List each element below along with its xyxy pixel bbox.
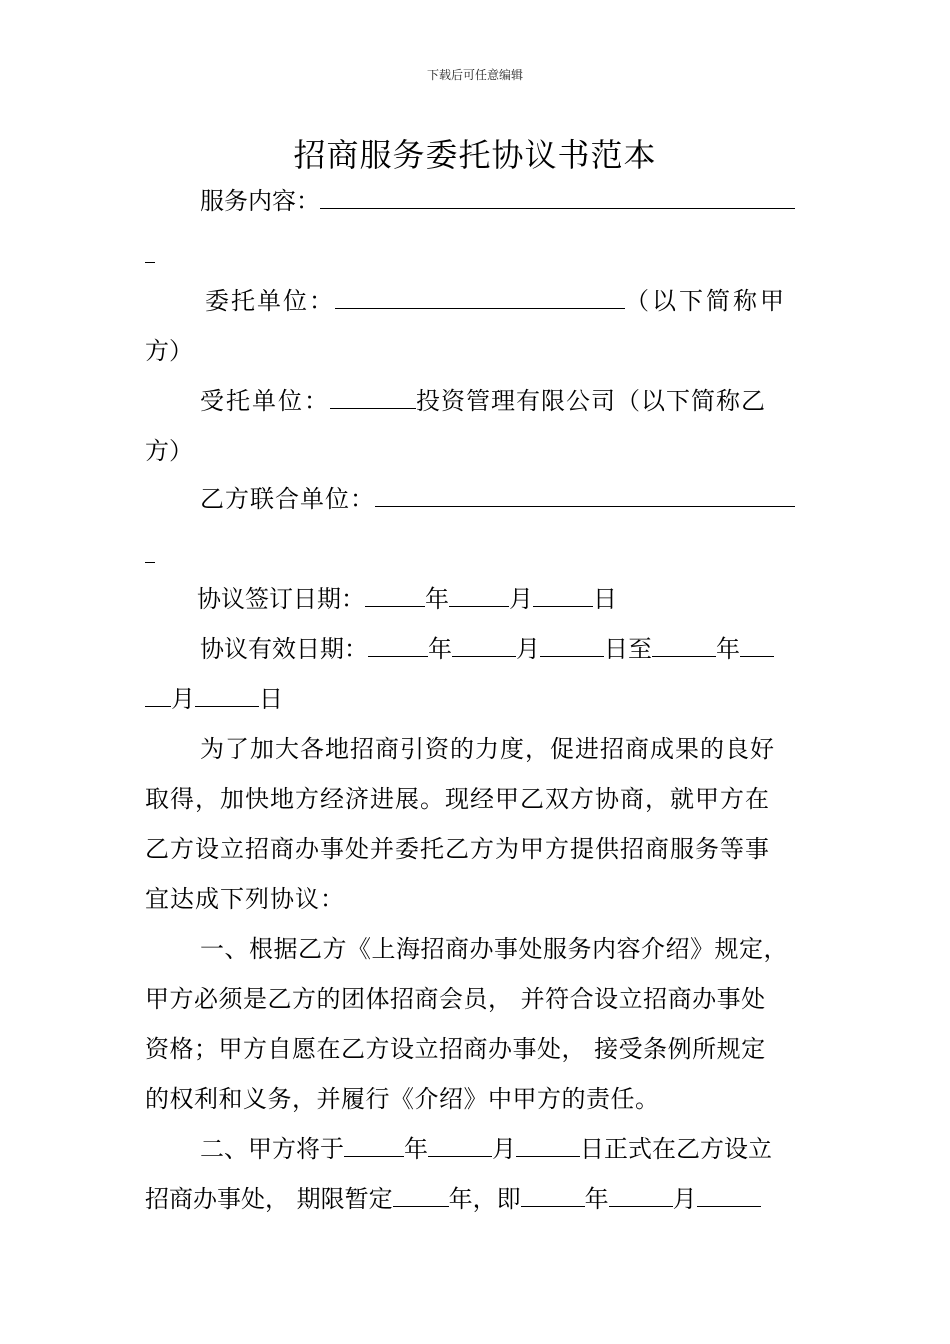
sign-date-label: 协议签订日期： <box>197 585 365 613</box>
entrusting-party-suffix: （以下简称甲 <box>625 287 787 315</box>
p1-line-1: 为了加大各地招商引资的力度，促进招商成果的良好 <box>200 735 775 763</box>
entrusted-party-label: 受托单位： <box>200 387 330 415</box>
p3-line-2-year: 年 <box>584 1185 609 1213</box>
entrusting-party-suffix2: 方） <box>145 337 193 365</box>
p3-line-1-end: 日正式在乙方设立 <box>580 1135 772 1163</box>
p3-line-1-start: 二、甲方将于 <box>200 1135 344 1163</box>
document-title: 招商服务委托协议书范本 <box>293 136 657 174</box>
valid-date-line <box>200 634 810 664</box>
p2-line-1: 一、根据乙方《上海招商办事处服务内容介绍》规定， <box>200 935 788 963</box>
entrusted-party-line <box>200 386 810 416</box>
entrusted-party-mid: 投资管理有限公司（以下简称乙 <box>416 387 766 415</box>
valid-date-label: 协议有效日期： <box>200 635 368 663</box>
valid-day-to-label: 日至 <box>604 635 652 663</box>
p3-line-1 <box>200 1134 810 1164</box>
p3-year-label: 年 <box>404 1135 428 1163</box>
p1-line-4: 宜达成下列协议： <box>145 885 345 913</box>
entrusting-party-line <box>205 286 810 316</box>
sign-day-label: 日 <box>593 585 617 613</box>
p2-line-4: 的权利和义务，并履行《介绍》中甲方的责任。 <box>145 1085 660 1113</box>
joint-party-blank-cont <box>145 540 165 570</box>
p3-line-2-month: 月 <box>672 1185 697 1213</box>
service-content-line <box>200 186 810 216</box>
sign-month-label: 月 <box>509 585 533 613</box>
service-content-blank <box>320 186 795 209</box>
entrusted-party-blank <box>330 386 416 409</box>
entrusting-party-blank <box>335 286 625 309</box>
p3-line-2 <box>145 1184 810 1214</box>
p1-line-2: 取得，加快地方经济进展。现经甲乙双方协商，就甲方在 <box>145 785 770 813</box>
sign-date-line <box>197 584 810 614</box>
service-content-label: 服务内容： <box>200 187 320 215</box>
header-note: 下载后可任意编辑 <box>426 68 523 82</box>
valid-end-year-label: 年 <box>716 635 740 663</box>
valid-end-day-label: 日 <box>259 685 283 713</box>
entrusted-party-suffix2: 方） <box>145 437 193 465</box>
p3-month-label: 月 <box>492 1135 516 1163</box>
service-content-blank-cont <box>145 240 165 270</box>
valid-end-month-label: 月 <box>171 685 195 713</box>
p3-line-2-mid: 年，即 <box>448 1185 521 1213</box>
p2-line-2: 甲方必须是乙方的团体招商会员， 并符合设立招商办事处 <box>145 985 766 1013</box>
sign-year-label: 年 <box>425 585 449 613</box>
joint-party-line <box>200 484 810 514</box>
entrusting-party-label: 委托单位： <box>205 287 335 315</box>
p3-line-2-start: 招商办事处， 期限暂定 <box>145 1185 393 1213</box>
p1-line-3: 乙方设立招商办事处并委托乙方为甲方提供招商服务等事 <box>145 835 770 863</box>
valid-date-line-cont <box>145 684 810 714</box>
joint-party-label: 乙方联合单位： <box>200 485 375 513</box>
valid-year-label: 年 <box>428 635 452 663</box>
valid-month-label: 月 <box>516 635 540 663</box>
p2-line-3: 资格；甲方自愿在乙方设立招商办事处， 接受条例所规定 <box>145 1035 766 1063</box>
joint-party-blank <box>375 484 795 507</box>
